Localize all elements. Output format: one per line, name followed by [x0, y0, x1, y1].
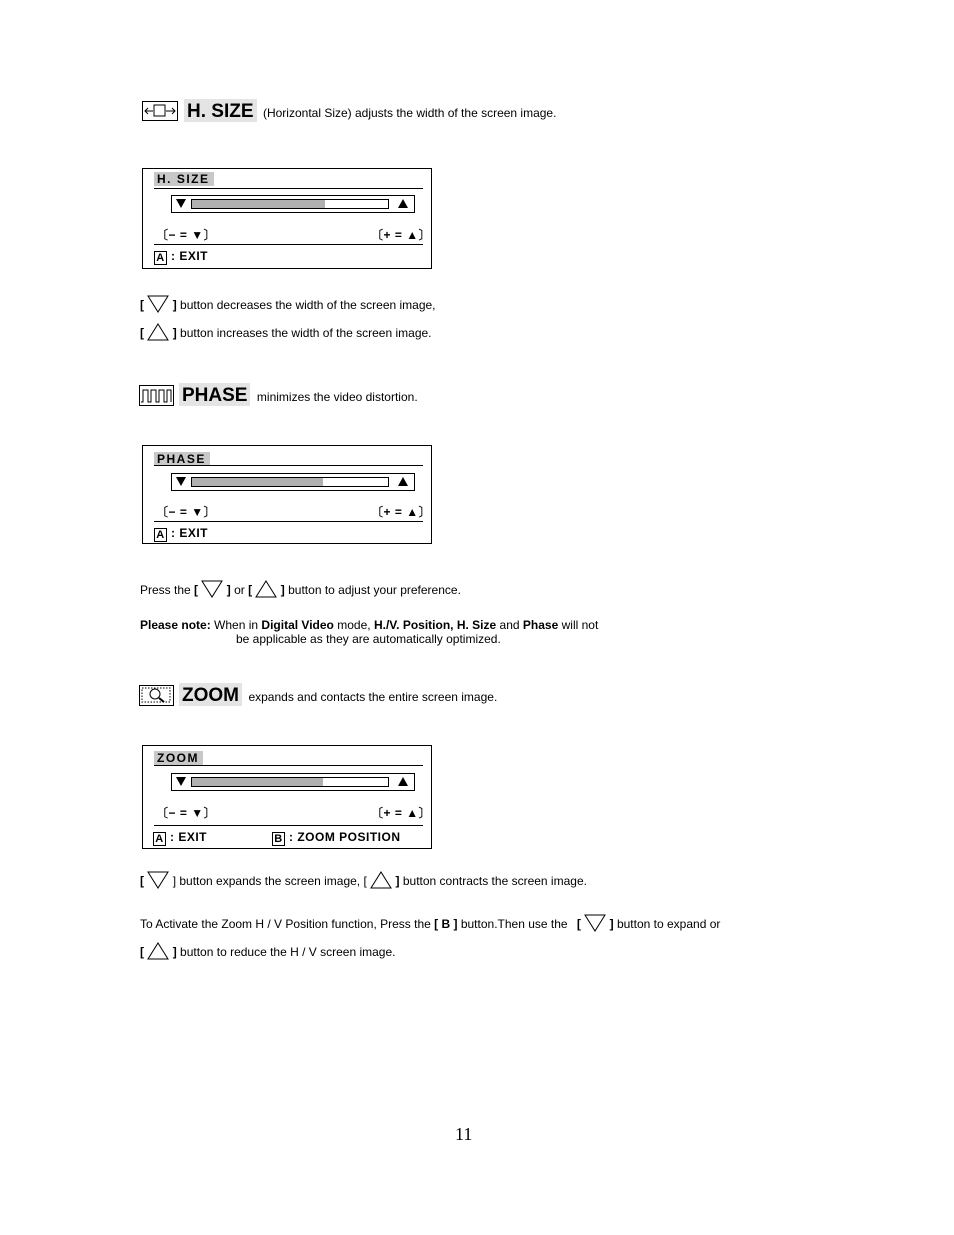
zoom-osd-panel	[142, 745, 432, 849]
osd-divider	[154, 465, 423, 466]
zoom-expand-contract-line: [ ] button expands the screen image, [ ] button contracts the screen image.	[140, 871, 587, 889]
h-size-increase-line: [ ] button increases the width of the screen image.	[140, 323, 432, 341]
up-arrow-icon	[398, 777, 408, 786]
down-triangle-icon	[201, 580, 223, 598]
down-triangle-icon	[147, 295, 169, 313]
slider-track	[191, 477, 389, 487]
h-size-heading: H. SIZE	[184, 99, 257, 122]
osd-divider	[154, 825, 423, 826]
phase-icon	[139, 385, 175, 412]
h-size-description: (Horizontal Size) adjusts the width of the screen image.	[262, 106, 557, 120]
minus-key-hint: 〔− = ▼〕	[156, 505, 217, 519]
up-arrow-icon	[398, 477, 408, 486]
slider-fill	[192, 478, 323, 486]
plus-key-hint: 〔+ = ▲〕	[371, 505, 432, 519]
minus-key-hint: 〔− = ▼〕	[156, 228, 217, 242]
page-number: 11	[455, 1124, 473, 1144]
zoom-slider[interactable]	[171, 773, 415, 791]
zoom-reduce-line: [ ] button to reduce the H / V screen image.	[140, 942, 396, 960]
zoom-magnifier-icon	[139, 685, 175, 712]
exit-hint: A : EXIT	[154, 526, 208, 542]
h-size-osd-panel	[142, 168, 432, 269]
zoom-activate-line: To Activate the Zoom H / V Position function, Press the [ B ] button.Then use the [ ] button to expand or	[140, 914, 720, 932]
phase-heading-row	[179, 382, 418, 409]
a-key-icon: A	[153, 832, 166, 846]
up-triangle-icon	[370, 871, 392, 889]
down-triangle-icon	[584, 914, 606, 932]
osd-divider	[154, 188, 423, 189]
down-arrow-icon	[176, 199, 186, 208]
a-key-icon: A	[154, 251, 167, 265]
down-triangle-icon	[147, 871, 169, 889]
plus-key-hint: 〔+ = ▲〕	[371, 806, 432, 820]
phase-heading: PHASE	[179, 383, 250, 406]
up-arrow-icon	[398, 199, 408, 208]
h-size-slider[interactable]	[171, 195, 415, 213]
slider-fill	[192, 778, 323, 786]
down-arrow-icon	[176, 477, 186, 486]
osd-divider	[154, 244, 423, 245]
zoom-position-hint: B : ZOOM POSITION	[272, 830, 401, 846]
h-size-heading-row	[184, 98, 556, 125]
minus-key-hint: 〔− = ▼〕	[156, 806, 217, 820]
exit-hint: A : EXIT	[153, 830, 207, 846]
osd-divider	[154, 765, 423, 766]
b-key-icon: B	[272, 832, 285, 846]
a-key-icon: A	[154, 528, 167, 542]
h-size-decrease-line: [ ] button decreases the width of the screen image,	[140, 295, 436, 313]
phase-osd-panel	[142, 445, 432, 544]
please-note: Please note: When in Digital Video mode, H./V. Position, H. Size and Phase will not	[140, 618, 599, 632]
zoom-heading-row	[179, 682, 497, 709]
h-size-icon	[142, 101, 180, 128]
phase-description: minimizes the video distortion.	[256, 390, 418, 404]
up-triangle-icon	[255, 580, 277, 598]
slider-track	[191, 777, 389, 787]
please-note-line2: be applicable as they are automatically optimized.	[236, 632, 501, 646]
phase-slider[interactable]	[171, 473, 415, 491]
osd-title: ZOOM	[154, 751, 203, 765]
down-arrow-icon	[176, 777, 186, 786]
zoom-heading: ZOOM	[179, 683, 242, 706]
plus-key-hint: 〔+ = ▲〕	[371, 228, 432, 242]
up-triangle-icon	[147, 323, 169, 341]
slider-track	[191, 199, 389, 209]
osd-title: PHASE	[154, 452, 210, 466]
exit-hint: A : EXIT	[154, 249, 208, 265]
slider-fill	[192, 200, 325, 208]
phase-press-line: Press the [ ] or [ ] button to adjust your preference.	[140, 580, 461, 598]
osd-divider	[154, 521, 423, 522]
up-triangle-icon	[147, 942, 169, 960]
osd-title: H. SIZE	[154, 172, 214, 186]
zoom-description: expands and contacts the entire screen image.	[248, 690, 498, 704]
